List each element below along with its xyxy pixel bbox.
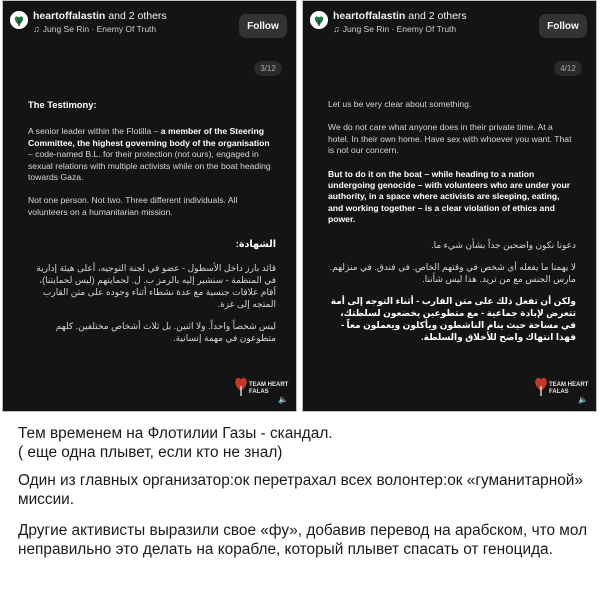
ar-paragraph-3: ولكن أن تفعل ذلك على متن القارب - أثناء التوجه إلى أمة تتعرض لإبادة جماعية - مع متطوعين يخضعون لسلطتك، في مساحة حيث ينام الناشطون ويأكلون ويعملون معاً - فهذا انتهاك واضح للأخلاق والسلطة. <box>330 296 576 342</box>
avatar[interactable] <box>310 11 328 29</box>
song-info[interactable]: ♫ Jung Se Rin · Enemy Of Truth <box>333 24 457 34</box>
ar-paragraph: قائد بارز داخل الأسطول - عضو في لجنة التوجيه، أعلى هيئة إدارية في المنظمة - سنشير إليه بالرمز ب. ل. لحمايتهم (ليس لحمايتنا)، أقام علاقات جنسية مع عدة نشطاء أثناء وجوده على متن القارب المتجه إلى غزة. <box>36 263 276 310</box>
follow-button[interactable]: Follow <box>539 14 587 38</box>
watermark-text: TEAM HEART FALAS <box>549 382 589 395</box>
song-info[interactable]: ♫ Jung Se Rin · Enemy Of Truth <box>33 24 157 34</box>
testimony-title: The Testimony: <box>28 99 97 110</box>
ar-paragraph: دعونا نكون واضحين جداً بشأن شيء ما. <box>431 240 576 250</box>
speaker-icon[interactable]: 🔈 <box>578 395 588 404</box>
speaker-icon[interactable]: 🔈 <box>278 395 288 404</box>
post-author[interactable]: heartoffalastin and 2 others <box>333 10 467 22</box>
caption-block-1 <box>18 424 588 462</box>
avatar[interactable] <box>10 11 28 29</box>
music-note-icon: ♫ <box>33 24 40 34</box>
post-header <box>3 1 296 49</box>
post-text-en <box>28 99 276 218</box>
statement-paragraph: Let us be very clear about something. <box>328 99 472 109</box>
post-author[interactable]: heartoffalastin and 2 others <box>33 10 167 22</box>
page-indicator: 3/12 <box>254 61 282 76</box>
heart-tree-logo <box>533 375 549 397</box>
post-text-ar <box>328 239 576 343</box>
caption-line-3: Один из главных организатор:ок перетрахал всех волонтер:ок «гуманитарной» миссии. <box>18 472 583 508</box>
statement-paragraph-2: We do not care what anyone does in their private time. At a hotel. In their own home. Have sex with whoever you want. That is not our concern. <box>328 122 572 156</box>
story-post-3 <box>2 0 297 412</box>
story-post-4 <box>302 0 597 412</box>
music-note-icon: ♫ <box>333 24 340 34</box>
page-indicator: 4/12 <box>554 61 582 76</box>
testimony-paragraph: A senior leader within the Flotilla – a member of the Steering Committee, the highest governing body of the organisation – code-named B.L. for their protection (not ours), engaged in sexual relations with multiple activists while on the boat heading towards Gaza. <box>28 126 271 183</box>
caption-line-1: Тем временем на Флотилии Газы - скандал. <box>18 425 333 442</box>
caption-block-3 <box>18 521 588 559</box>
follow-button[interactable]: Follow <box>239 14 287 38</box>
heart-tree-logo <box>233 375 249 397</box>
caption-block-2 <box>18 471 588 509</box>
post-text-ar <box>28 239 276 344</box>
testimony-paragraph-2: Not one person. Not two. Three different individuals. All volunteers on a humanitarian mission. <box>28 195 238 217</box>
ar-paragraph-2: ليس شخصاً واحداً. ولا اثنين. بل ثلاث أشخاص مختلفين. كلهم متطوعون في مهمة إنسانية. <box>55 321 276 344</box>
caption-line-4: Другие активисты выразили свое «фу», добавив перевод на арабском, что мол неправильно это делать на корабле, который плывет спасать от геноцида. <box>18 522 588 558</box>
post-text-en <box>328 99 576 226</box>
ar-paragraph-2: لا يهمنا ما يفعله أي شخص في وقتهم الخاص. في فندق. في منزلهم. مارس الجنس مع من تريد. هذا ليس شأننا. <box>329 262 576 284</box>
statement-paragraph-3: But to do it on the boat – while heading to a nation undergoing genocide – with volunteers who are under your authority, in a space where activists are sleeping, eating, and working together – is a clear violation of ethics and power. <box>328 168 571 225</box>
caption-line-2: ( еще одна плывет, если кто не знал) <box>18 444 283 461</box>
watermark-text: TEAM HEART FALAS <box>249 382 289 395</box>
post-header <box>303 1 596 49</box>
ar-title: الشهادة: <box>235 239 276 250</box>
